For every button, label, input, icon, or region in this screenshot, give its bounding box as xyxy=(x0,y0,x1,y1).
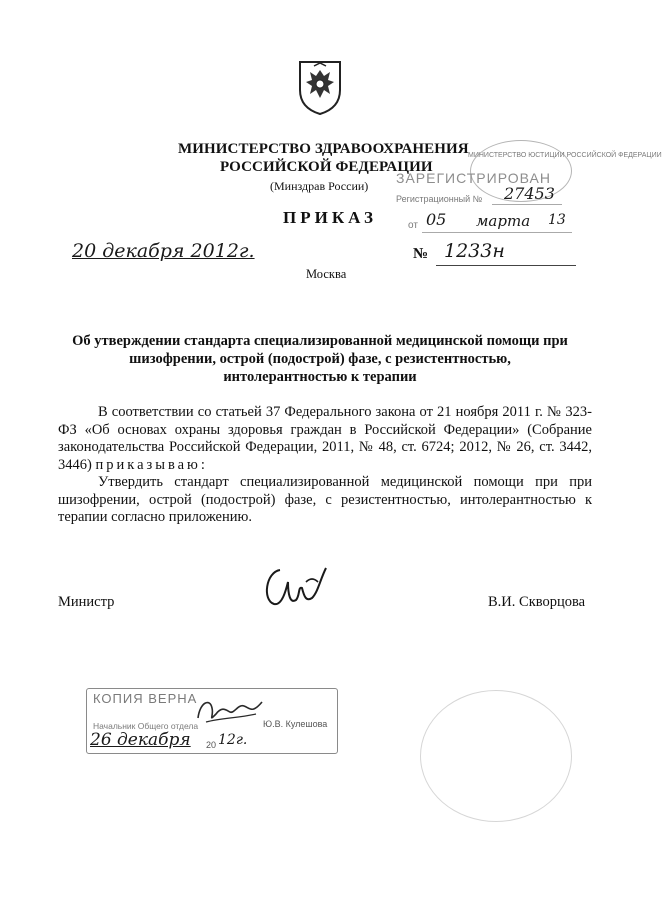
ministry-name-line2: РОССИЙСКОЙ ФЕДЕРАЦИИ xyxy=(220,159,433,175)
document-type: ПРИКАЗ xyxy=(283,208,377,227)
document-body xyxy=(58,404,592,527)
body-paragraph-1-text: В соответствии со статьей 37 Федерального закона от 21 ноября 2011 г. № 323-ФЗ «Об основах охраны здоровья граждан в Российской Федерации» (Собрание законодательства Российской Федерации, 2011, № 48, ст. 6724; 2012, № 26, ст. 3442, 3446) xyxy=(58,404,592,473)
registration-number-label: Регистрационный № xyxy=(396,194,483,204)
order-number-handwritten: 1233н xyxy=(444,240,505,262)
registration-year: 13 xyxy=(548,212,566,228)
handwritten-signature xyxy=(258,560,338,616)
order-word: приказываю: xyxy=(95,456,208,473)
ministry-name-line1: МИНИСТЕРСТВО ЗДРАВООХРАНЕНИЯ xyxy=(178,141,469,157)
registration-month: марта xyxy=(476,212,531,230)
copy-stamp-year-prefix: 20 xyxy=(206,740,217,750)
registration-status: ЗАРЕГИСТРИРОВАН xyxy=(396,170,551,186)
registration-stamp xyxy=(372,140,662,245)
registration-number-underline xyxy=(492,204,562,205)
order-date-handwritten: 20 декабря 2012г. xyxy=(72,240,255,262)
registration-number: 27453 xyxy=(504,184,555,203)
registration-top-line: МИНИСТЕРСТВО ЮСТИЦИИ РОССИЙСКОЙ ФЕДЕРАЦИИ xyxy=(468,152,662,159)
signatory-name: В.И. Скворцова xyxy=(488,594,586,610)
registration-from-label: от xyxy=(408,220,418,231)
copy-stamp-role: Начальник Общего отдела xyxy=(93,721,199,731)
title-line-1: Об утверждении стандарта специализированной медицинской помощи при xyxy=(72,333,568,349)
copy-stamp-name: Ю.В. Кулешова xyxy=(263,719,328,729)
copy-stamp-date: 26 декабря xyxy=(90,730,191,750)
document-title xyxy=(48,332,592,386)
copy-stamp-year: 12г. xyxy=(218,732,248,748)
signatory-position: Министр xyxy=(58,594,115,610)
registration-date-underline xyxy=(422,232,572,233)
body-paragraph-2: Утвердить стандарт специализированной медицинской помощи при при шизофрении, острой (подострой) фазе, с резистентностью, интолерантностью к терапии согласно приложению. xyxy=(58,474,592,525)
copy-stamp-signature xyxy=(192,692,266,728)
registration-day: 05 xyxy=(426,210,447,229)
city-label: Москва xyxy=(306,267,347,281)
order-number-underline xyxy=(436,265,576,266)
body-paragraph-1 xyxy=(58,404,592,474)
title-line-2: шизофрении, острой (подострой) фазе, с резистентностью, xyxy=(129,351,511,367)
coat-of-arms-emblem xyxy=(296,56,344,116)
copy-stamp-title: КОПИЯ ВЕРНА xyxy=(93,691,198,706)
title-line-3: интолерантностью к терапии xyxy=(223,369,417,385)
ministry-short-name: (Минздрав России) xyxy=(270,179,369,193)
order-number-prefix: № xyxy=(413,246,429,262)
faint-official-seal xyxy=(420,690,572,822)
